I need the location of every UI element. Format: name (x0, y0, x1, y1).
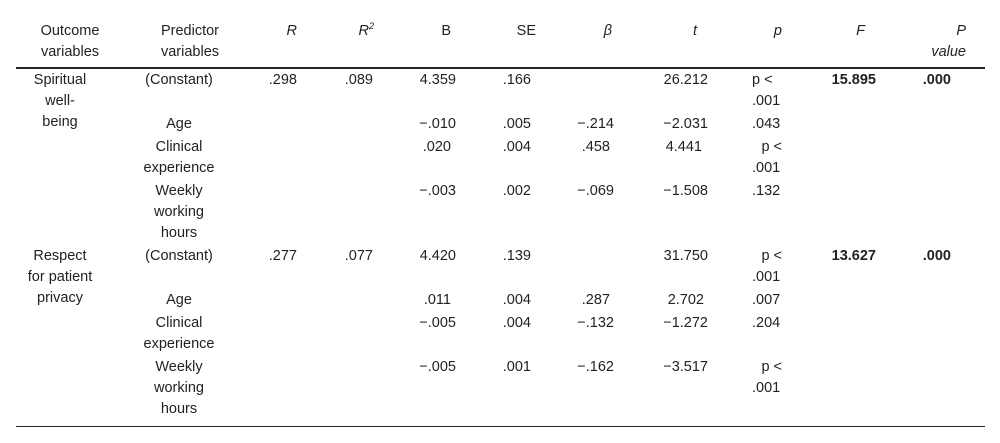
header-f: F (856, 23, 865, 39)
p-cell (752, 70, 792, 112)
predictor-cell (128, 246, 230, 267)
predictor-cell (128, 357, 230, 420)
se-cell: .166 (502, 72, 531, 88)
p-line: .132 (752, 183, 781, 199)
p-line: .204 (752, 315, 781, 331)
predictor-line: (Constant) (145, 248, 213, 264)
header-outcome-line: Outcome (40, 23, 100, 39)
p-value-cell: .000 (922, 248, 951, 264)
header-t: t (692, 23, 697, 39)
p-cell (752, 114, 792, 135)
f-cell: 13.627 (831, 248, 876, 264)
p-line: .007 (752, 292, 781, 308)
p-line: .001 (752, 380, 781, 396)
se-cell: .004 (502, 292, 531, 308)
b-cell: .011 (423, 292, 451, 308)
t-cell: −3.517 (663, 359, 708, 375)
header-r-squared (320, 21, 374, 42)
outcome-cell (20, 246, 100, 309)
predictor-cell (128, 70, 230, 91)
header-r: R (286, 23, 297, 39)
p-line: .001 (752, 160, 781, 176)
predictor-line: Age (166, 116, 192, 132)
beta-cell: .287 (581, 292, 610, 308)
outcome-line: Spiritual (33, 72, 87, 88)
r-cell: .298 (268, 72, 297, 88)
p-cell (752, 357, 792, 399)
b-cell: −.005 (419, 359, 456, 375)
outcome-line: for patient (27, 269, 93, 285)
r-squared-cell: .077 (344, 248, 373, 264)
outcome-line: privacy (37, 290, 83, 306)
b-cell: .020 (422, 139, 451, 155)
p-cell (752, 181, 792, 202)
header-predictor-line: variables (160, 44, 220, 60)
r-cell: .277 (268, 248, 297, 264)
bottom-rule (16, 426, 985, 427)
predictor-cell (128, 181, 230, 244)
p-line: .001 (752, 93, 781, 109)
outcome-line: Respect (33, 248, 87, 264)
beta-cell: −.132 (577, 315, 614, 331)
se-cell: .005 (502, 116, 531, 132)
header-beta: β (603, 23, 612, 39)
p-line: p < (761, 139, 782, 155)
b-cell: −.010 (419, 116, 456, 132)
f-cell: 15.895 (831, 72, 876, 88)
r-squared-cell: .089 (344, 72, 373, 88)
t-cell: 26.212 (663, 72, 708, 88)
t-cell: −1.272 (663, 315, 708, 331)
header-b: B (441, 23, 451, 39)
p-cell (752, 137, 792, 179)
header-rule (16, 67, 985, 69)
se-cell: .004 (502, 139, 531, 155)
predictor-line: Weekly (155, 183, 203, 199)
t-cell: 31.750 (663, 248, 708, 264)
predictor-cell (128, 290, 230, 311)
se-cell: .004 (502, 315, 531, 331)
predictor-line: hours (160, 225, 198, 241)
p-line: p < (761, 248, 782, 264)
predictor-line: experience (143, 336, 215, 352)
beta-cell: −.214 (577, 116, 614, 132)
t-cell: −1.508 (663, 183, 708, 199)
se-cell: .139 (502, 248, 531, 264)
predictor-line: Clinical (155, 315, 203, 331)
header-r-squared-base: R (358, 23, 369, 39)
outcome-line: well- (45, 93, 75, 109)
header-p-value-line: P (956, 23, 966, 39)
p-line: p < (761, 359, 782, 375)
se-cell: .001 (502, 359, 531, 375)
header-r-squared-sup: 2 (368, 21, 374, 32)
outcome-line: being (42, 114, 78, 130)
header-outcome-line: variables (40, 44, 100, 60)
outcome-cell (20, 70, 100, 133)
predictor-line: (Constant) (145, 72, 213, 88)
beta-cell: −.162 (577, 359, 614, 375)
predictor-cell (128, 313, 230, 355)
header-outcome (20, 21, 120, 63)
predictor-line: hours (160, 401, 198, 417)
predictor-cell (128, 137, 230, 179)
se-cell: .002 (502, 183, 531, 199)
b-cell: 4.420 (419, 248, 456, 264)
beta-cell: −.069 (577, 183, 614, 199)
p-line: .001 (752, 269, 781, 285)
header-predictor-line: Predictor (160, 23, 220, 39)
p-value-cell: .000 (922, 72, 951, 88)
predictor-cell (128, 114, 230, 135)
predictor-line: Age (166, 292, 192, 308)
p-line: p < (752, 72, 773, 88)
header-p-value-line: value (931, 44, 966, 60)
t-cell: 4.441 (665, 139, 702, 155)
predictor-line: Weekly (155, 359, 203, 375)
predictor-line: Clinical (155, 139, 203, 155)
t-cell: 2.702 (667, 292, 704, 308)
header-p-value (900, 21, 966, 63)
p-line: .043 (752, 116, 781, 132)
predictor-line: working (154, 380, 204, 396)
p-cell (752, 290, 792, 311)
b-cell: −.003 (419, 183, 456, 199)
b-cell: 4.359 (419, 72, 456, 88)
header-predictor (142, 21, 238, 63)
predictor-line: experience (143, 160, 215, 176)
p-cell (752, 313, 792, 334)
predictor-line: working (154, 204, 204, 220)
b-cell: −.005 (419, 315, 456, 331)
header-p: p (773, 23, 782, 39)
p-cell (752, 246, 792, 288)
beta-cell: .458 (581, 139, 610, 155)
header-se: SE (516, 23, 536, 39)
t-cell: −2.031 (663, 116, 708, 132)
